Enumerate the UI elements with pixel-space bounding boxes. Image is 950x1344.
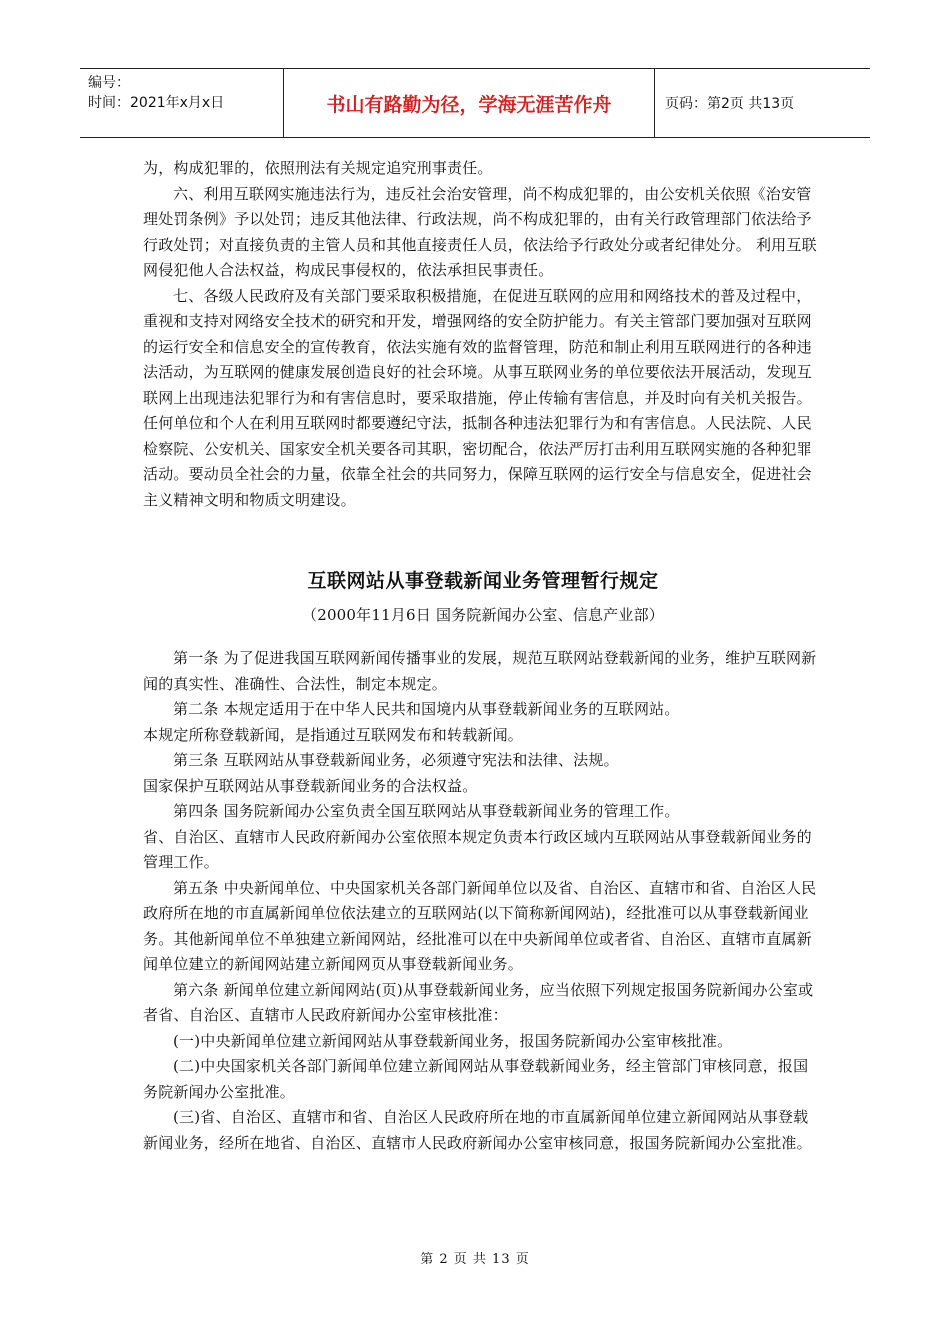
page-footer: 第 2 页 共 13 页 [420, 1252, 530, 1267]
header-meta [80, 69, 283, 137]
article: 第三条 互联网站从事登载新闻业务，必须遵守宪法和法律、法规。 [173, 751, 619, 769]
document-body [143, 156, 823, 1156]
paragraph: 六、利用互联网实施违法行为，违反社会治安管理，尚不构成犯罪的，由公安机关依照《治安管理处罚条例》予以处罚；违反其他法律、行政法规，尚不构成犯罪的，由有关行政管理部门依法给予行政处罚；对直接负责的主管人员和其他直接责任人员，依法给予行政处分或者纪律处分。 利用互联网侵犯他人合法权益，构成民事侵权的，依法承担民事责任。 [143, 184, 817, 279]
article: 国家保护互联网站从事登载新闻业务的合法权益。 [143, 776, 478, 795]
document-title: 互联网站从事登载新闻业务管理暂行规定 [307, 570, 659, 592]
paragraph: 七、各级人民政府及有关部门要采取积极措施，在促进互联网的应用和网络技术的普及过程中，重视和支持对网络安全技术的研究和开发，增强网络的安全防护能力。有关主管部门要加强对互联网的运行安全和信息安全的宣传教育，依法实施有效的监督管理，防范和制止利用互联网进行的各种违法活动，为互联网的健康发展创造良好的社会环境。从事互联网业务的单位要依法开展活动，发现互联网上出现违法犯罪行为和有害信息时，要采取措施，停止传输有害信息，并及时向有关机关报告。任何单位和个人在利用互联网时都要遵纪守法，抵制各种违法犯罪行为和有害信息。人民法院、人民检察院、公安机关、国家安全机关要各司其职，密切配合，依法严厉打击利用互联网实施的各种犯罪活动。要动员全社会的力量，依靠全社会的共同努力，保障互联网的运行安全与信息安全，促进社会主义精神文明和物质文明建设。 [143, 286, 812, 509]
header-motto: 书山有路勤为径，学海无涯苦作舟 [283, 69, 655, 137]
page-header [80, 68, 870, 138]
article: 第一条 为了促进我国互联网新闻传播事业的发展，规范互联网站登载新闻的业务，维护互联网新闻的真实性、准确性、合法性，制定本规定。 [143, 649, 817, 693]
article: 第六条 新闻单位建立新闻网站(页)从事登载新闻业务，应当依照下列规定报国务院新闻办公室或者省、自治区、直辖市人民政府新闻办公室审核批准： [143, 980, 814, 1024]
article: 第五条 中央新闻单位、中央国家机关各部门新闻单位以及省、自治区、直辖市和省、自治区人民政府所在地的市直属新闻单位依法建立的互联网站(以下简称新闻网站)，经批准可以从事登载新闻业务。其他新闻单位不单独建立新闻网站，经批准可以在中央新闻单位或者省、自治区、直辖市直属新闻单位建立的新闻网站建立新闻网页从事登载新闻业务。 [143, 878, 817, 973]
header-page-info: 页码：第2页 共13页 [665, 96, 795, 112]
code-label: 编号： [88, 75, 130, 91]
date-label: 时间：2021年x月x日 [88, 95, 225, 111]
article-item: (二)中央国家机关各部门新闻单位建立新闻网站从事登载新闻业务，经主管部门审核同意，报国务院新闻办公室批准。 [143, 1057, 809, 1101]
article-item: (三)省、自治区、直辖市和省、自治区人民政府所在地的市直属新闻单位建立新闻网站从事登载新闻业务，经所在地省、自治区、直辖市人民政府新闻办公室审核同意，报国务院新闻办公室批准。 [143, 1108, 812, 1152]
article: 本规定所称登载新闻，是指通过互联网发布和转载新闻。 [143, 725, 524, 744]
article-item: (一)中央新闻单位建立新闻网站从事登载新闻业务，报国务院新闻办公室审核批准。 [173, 1031, 733, 1050]
paragraph: 为，构成犯罪的，依照刑法有关规定追究刑事责任。 [143, 159, 493, 177]
article: 省、自治区、直辖市人民政府新闻办公室依照本规定负责本行政区域内互联网站从事登载新闻业务的管理工作。 [143, 827, 812, 871]
article: 第四条 国务院新闻办公室负责全国互联网站从事登载新闻业务的管理工作。 [173, 802, 680, 820]
article: 第二条 本规定适用于在中华人民共和国境内从事登载新闻业务的互联网站。 [173, 700, 680, 718]
document-subtitle: （2000年11月6日 国务院新闻办公室、信息产业部） [302, 605, 664, 624]
